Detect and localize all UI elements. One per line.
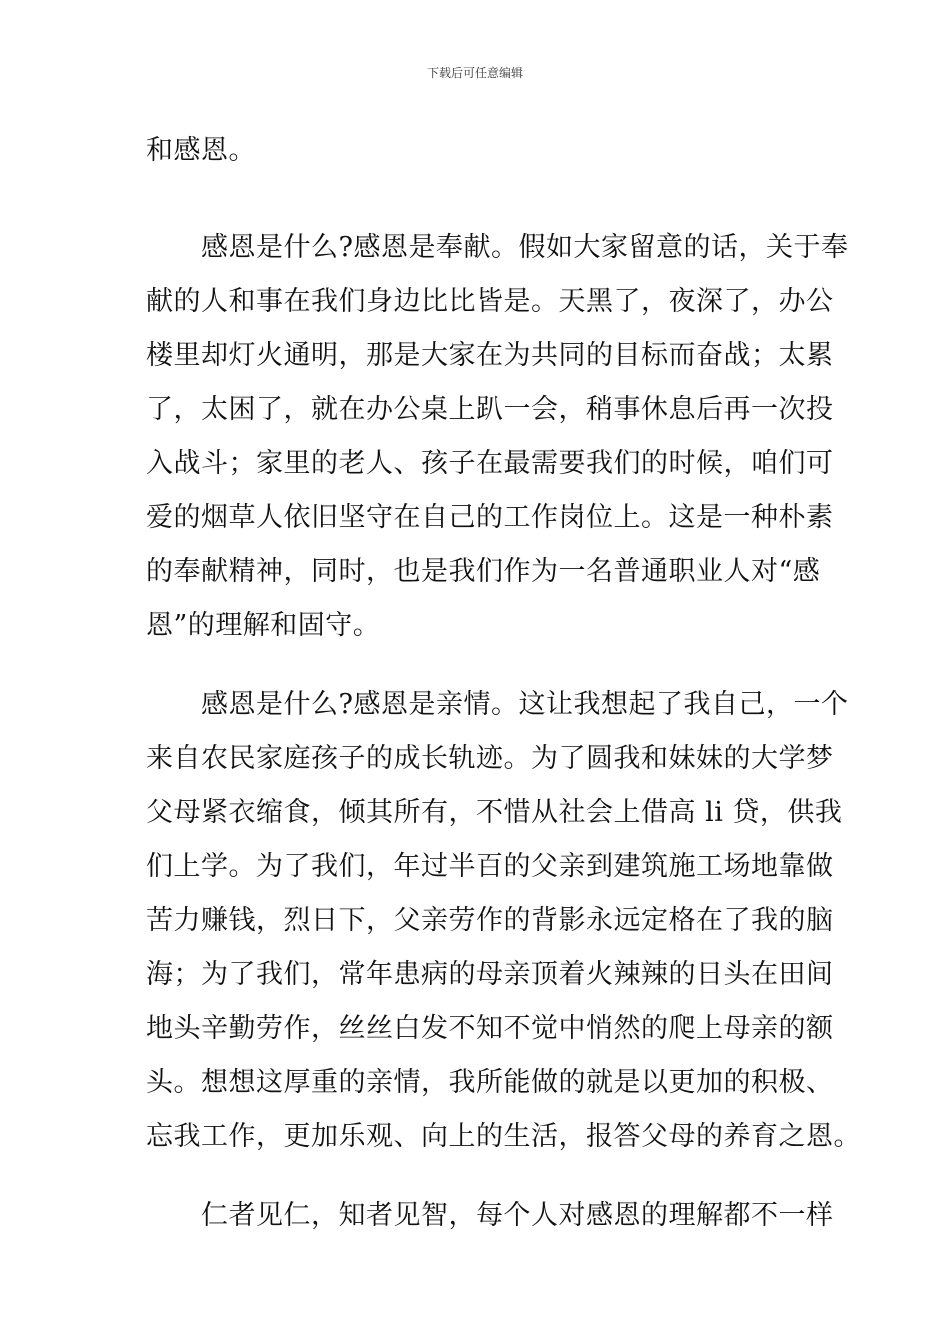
text-line: 忘我工作，更加乐观、向上的生活，报答父母的养育之恩。 xyxy=(146,1121,861,1152)
text-line: 入战斗；家里的老人、孩子在最需要我们的时候，咱们可 xyxy=(146,448,834,479)
text-line: 爱的烟草人依旧坚守在自己的工作岗位上。这是一种朴素 xyxy=(146,502,834,533)
text-line: 仁者见仁，知者见智，每个人对感恩的理解都不一样 xyxy=(146,1200,834,1231)
page-header: 下载后可任意编辑 xyxy=(426,66,523,80)
text-line: 苦力赚钱，烈日下，父亲劳作的背影永远定格在了我的脑 xyxy=(146,905,834,936)
text-line: 楼里却灯火通明，那是大家在为共同的目标而奋战；太累 xyxy=(146,340,834,371)
text-line: 地头辛勤劳作，丝丝白发不知不觉中悄然的爬上母亲的额 xyxy=(146,1013,834,1044)
text-line: 海；为了我们，常年患病的母亲顶着火辣辣的日头在田间 xyxy=(146,959,834,990)
text-line: 和感恩。 xyxy=(146,135,256,166)
text-line: 的奉献精神，同时，也是我们作为一名普通职业人对“感 xyxy=(146,556,821,587)
text-line: 头。想想这厚重的亲情，我所能做的就是以更加的积极、 xyxy=(146,1067,834,1098)
text-line: 感恩是什么?感恩是奉献。假如大家留意的话，关于奉 xyxy=(146,232,849,263)
text-line: 感恩是什么?感恩是亲情。这让我想起了我自己，一个 xyxy=(146,689,849,720)
text-line: 恩”的理解和固守。 xyxy=(146,610,381,641)
text-line: 父母紧衣缩食，倾其所有，不惜从社会上借高 li 贷，供我 xyxy=(146,797,843,828)
text-line: 们上学。为了我们，年过半百的父亲到建筑施工场地靠做 xyxy=(146,851,834,882)
text-line: 了，太困了，就在办公桌上趴一会，稍事休息后再一次投 xyxy=(146,394,834,425)
text-line: 献的人和事在我们身边比比皆是。天黑了，夜深了，办公 xyxy=(146,286,834,317)
text-line: 来自农民家庭孩子的成长轨迹。为了圆我和妹妹的大学梦 xyxy=(146,743,834,774)
